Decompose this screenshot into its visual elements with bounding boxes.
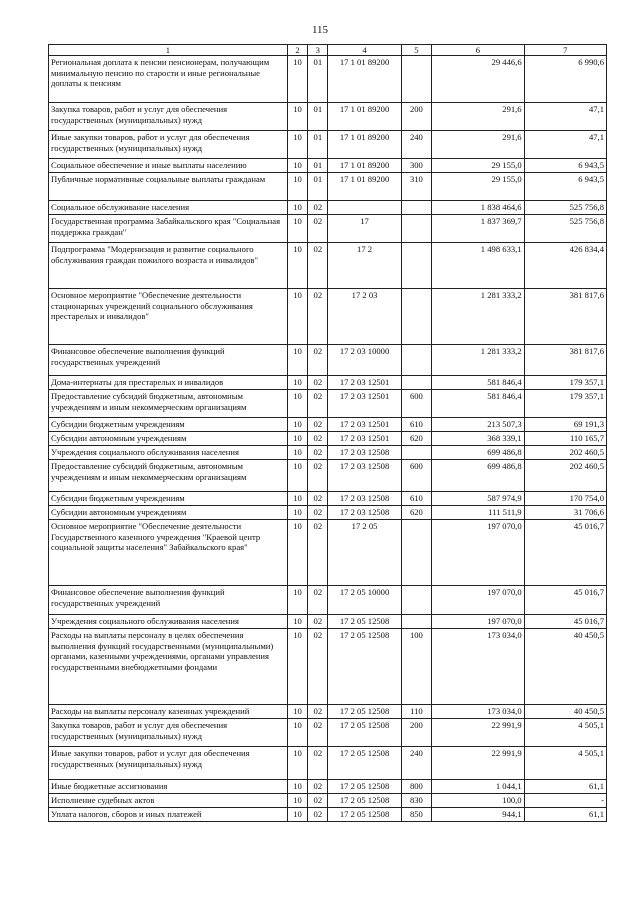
section-code-cell: 10 — [287, 794, 307, 808]
target-article-cell: 17 2 — [328, 243, 401, 289]
table-row — [49, 131, 607, 159]
subsection-code-cell: 02 — [308, 243, 328, 289]
amount-col6-cell: 699 486,8 — [432, 446, 524, 460]
amount-col6-cell: 29 155,0 — [432, 173, 524, 201]
table-row — [49, 808, 607, 822]
expense-type-cell — [401, 520, 431, 586]
expense-type-cell — [401, 376, 431, 390]
target-article-cell: 17 2 05 12508 — [328, 808, 401, 822]
amount-col6-cell: 197 070,0 — [432, 615, 524, 629]
row-name-cell: Исполнение судебных актов — [49, 794, 288, 808]
table-row — [49, 719, 607, 747]
table-row — [49, 747, 607, 780]
table-row — [49, 243, 607, 289]
subsection-code-cell: 02 — [308, 586, 328, 615]
section-code-cell: 10 — [287, 201, 307, 215]
section-code-cell: 10 — [287, 243, 307, 289]
expense-type-cell: 240 — [401, 131, 431, 159]
expense-type-cell — [401, 586, 431, 615]
amount-col6-cell: 581 846,4 — [432, 390, 524, 418]
amount-col7-cell: 45 016,7 — [524, 615, 606, 629]
row-name-cell: Социальное обеспечение и иные выплаты населению — [49, 159, 288, 173]
expense-type-cell: 610 — [401, 418, 431, 432]
row-name-cell: Предоставление субсидий бюджетным, автономным учреждениям и иным некоммерческим организациям — [49, 460, 288, 492]
amount-col7-cell: 202 460,5 — [524, 446, 606, 460]
row-name-cell: Предоставление субсидий бюджетным, автономным учреждениям и иным некоммерческим организациям — [49, 390, 288, 418]
row-name-cell: Субсидии автономным учреждениям — [49, 506, 288, 520]
amount-col6-cell: 291,6 — [432, 131, 524, 159]
amount-col6-cell: 213 507,3 — [432, 418, 524, 432]
expense-type-cell: 110 — [401, 705, 431, 719]
target-article-cell: 17 2 05 12508 — [328, 705, 401, 719]
expense-type-cell — [401, 243, 431, 289]
expense-type-cell — [401, 289, 431, 345]
table-row — [49, 159, 607, 173]
subsection-code-cell: 02 — [308, 289, 328, 345]
target-article-cell: 17 2 05 12508 — [328, 747, 401, 780]
section-code-cell: 10 — [287, 345, 307, 376]
amount-col7-cell: 179 357,1 — [524, 390, 606, 418]
table-row — [49, 418, 607, 432]
amount-col7-cell: 110 165,7 — [524, 432, 606, 446]
table-row — [49, 520, 607, 586]
subsection-code-cell: 01 — [308, 131, 328, 159]
section-code-cell: 10 — [287, 460, 307, 492]
table-row — [49, 173, 607, 201]
subsection-code-cell: 02 — [308, 345, 328, 376]
expense-type-cell: 600 — [401, 390, 431, 418]
expense-type-cell: 600 — [401, 460, 431, 492]
table-row — [49, 201, 607, 215]
target-article-cell: 17 2 03 12501 — [328, 432, 401, 446]
section-code-cell: 10 — [287, 432, 307, 446]
row-name-cell: Закупка товаров, работ и услуг для обеспечения государственных (муниципальных) нужд — [49, 103, 288, 131]
section-code-cell: 10 — [287, 615, 307, 629]
amount-col6-cell: 944,1 — [432, 808, 524, 822]
amount-col6-cell: 1 498 633,1 — [432, 243, 524, 289]
amount-col7-cell: 170 754,0 — [524, 492, 606, 506]
section-code-cell: 10 — [287, 446, 307, 460]
row-name-cell: Субсидии автономным учреждениям — [49, 432, 288, 446]
row-name-cell: Иные закупки товаров, работ и услуг для обеспечения государственных (муниципальных) нужд — [49, 131, 288, 159]
target-article-cell: 17 1 01 89200 — [328, 56, 401, 103]
expense-type-cell: 620 — [401, 432, 431, 446]
table-row — [49, 460, 607, 492]
row-name-cell: Региональная доплата к пенсии пенсионерам, получающим минимальную пенсию по старости и иные региональные доплаты к пенсиям — [49, 56, 288, 103]
target-article-cell — [328, 201, 401, 215]
amount-col6-cell: 22 991,9 — [432, 719, 524, 747]
row-name-cell: Учреждения социального обслуживания населения — [49, 615, 288, 629]
section-code-cell: 10 — [287, 289, 307, 345]
amount-col7-cell: 69 191,3 — [524, 418, 606, 432]
expense-type-cell: 850 — [401, 808, 431, 822]
column-header: 7 — [524, 45, 606, 56]
section-code-cell: 10 — [287, 173, 307, 201]
expense-type-cell — [401, 615, 431, 629]
row-name-cell: Основное мероприятие "Обеспечение деятельности стационарных учреждений социального обслуживания престарелых и инвалидов" — [49, 289, 288, 345]
column-header: 6 — [432, 45, 524, 56]
row-name-cell: Иные закупки товаров, работ и услуг для обеспечения государственных (муниципальных) нужд — [49, 747, 288, 780]
section-code-cell: 10 — [287, 629, 307, 705]
section-code-cell: 10 — [287, 520, 307, 586]
table-row — [49, 289, 607, 345]
expense-type-cell: 800 — [401, 780, 431, 794]
table-body — [49, 56, 607, 822]
amount-col6-cell: 1 281 333,2 — [432, 289, 524, 345]
subsection-code-cell: 02 — [308, 215, 328, 243]
table-row — [49, 794, 607, 808]
section-code-cell: 10 — [287, 808, 307, 822]
row-name-cell: Расходы на выплаты персоналу в целях обеспечения выполнения функций государственными (муниципальными) органами, казенными учреждениями, органами управления государственными внебюджетными фондами — [49, 629, 288, 705]
expense-type-cell: 100 — [401, 629, 431, 705]
section-code-cell: 10 — [287, 586, 307, 615]
target-article-cell: 17 2 05 12508 — [328, 794, 401, 808]
table-row — [49, 705, 607, 719]
table-row — [49, 446, 607, 460]
section-code-cell: 10 — [287, 159, 307, 173]
target-article-cell: 17 2 03 10000 — [328, 345, 401, 376]
amount-col7-cell: 6 943,5 — [524, 159, 606, 173]
subsection-code-cell: 02 — [308, 615, 328, 629]
expense-type-cell — [401, 201, 431, 215]
expense-type-cell: 620 — [401, 506, 431, 520]
table-row — [49, 586, 607, 615]
amount-col7-cell: 426 834,4 — [524, 243, 606, 289]
table-row — [49, 492, 607, 506]
subsection-code-cell: 02 — [308, 376, 328, 390]
subsection-code-cell: 02 — [308, 747, 328, 780]
expense-type-cell: 300 — [401, 159, 431, 173]
expense-type-cell: 240 — [401, 747, 431, 780]
target-article-cell: 17 2 03 12501 — [328, 390, 401, 418]
amount-col7-cell: 31 706,6 — [524, 506, 606, 520]
subsection-code-cell: 02 — [308, 506, 328, 520]
target-article-cell: 17 2 03 12501 — [328, 376, 401, 390]
amount-col7-cell: 45 016,7 — [524, 520, 606, 586]
target-article-cell: 17 2 05 12508 — [328, 629, 401, 705]
amount-col7-cell: 179 357,1 — [524, 376, 606, 390]
amount-col7-cell: 47,1 — [524, 131, 606, 159]
column-header: 4 — [328, 45, 401, 56]
expense-type-cell — [401, 345, 431, 376]
section-code-cell: 10 — [287, 215, 307, 243]
subsection-code-cell: 02 — [308, 794, 328, 808]
section-code-cell: 10 — [287, 705, 307, 719]
amount-col6-cell: 1 281 333,2 — [432, 345, 524, 376]
amount-col7-cell: - — [524, 794, 606, 808]
target-article-cell: 17 — [328, 215, 401, 243]
section-code-cell: 10 — [287, 103, 307, 131]
target-article-cell: 17 2 03 12501 — [328, 418, 401, 432]
subsection-code-cell: 02 — [308, 808, 328, 822]
row-name-cell: Социальное обслуживание населения — [49, 201, 288, 215]
amount-col6-cell: 699 486,8 — [432, 460, 524, 492]
subsection-code-cell: 02 — [308, 705, 328, 719]
target-article-cell: 17 2 05 12508 — [328, 719, 401, 747]
row-name-cell: Субсидии бюджетным учреждениям — [49, 418, 288, 432]
column-header: 3 — [308, 45, 328, 56]
row-name-cell: Расходы на выплаты персоналу казенных учреждений — [49, 705, 288, 719]
table-row — [49, 376, 607, 390]
expense-type-cell: 200 — [401, 719, 431, 747]
row-name-cell: Дома-интернаты для престарелых и инвалидов — [49, 376, 288, 390]
row-name-cell: Уплата налогов, сборов и иных платежей — [49, 808, 288, 822]
row-name-cell: Финансовое обеспечение выполнения функций государственных учреждений — [49, 345, 288, 376]
amount-col6-cell: 22 991,9 — [432, 747, 524, 780]
subsection-code-cell: 02 — [308, 201, 328, 215]
column-header: 5 — [401, 45, 431, 56]
table-row — [49, 615, 607, 629]
section-code-cell: 10 — [287, 131, 307, 159]
amount-col6-cell: 1 044,1 — [432, 780, 524, 794]
subsection-code-cell: 02 — [308, 432, 328, 446]
amount-col7-cell: 4 505,1 — [524, 719, 606, 747]
section-code-cell: 10 — [287, 780, 307, 794]
section-code-cell: 10 — [287, 506, 307, 520]
budget-table — [48, 44, 607, 822]
expense-type-cell — [401, 215, 431, 243]
column-header: 2 — [287, 45, 307, 56]
section-code-cell: 10 — [287, 719, 307, 747]
target-article-cell: 17 2 05 12508 — [328, 780, 401, 794]
subsection-code-cell: 02 — [308, 390, 328, 418]
target-article-cell: 17 2 03 12508 — [328, 446, 401, 460]
amount-col6-cell: 173 034,0 — [432, 705, 524, 719]
row-name-cell: Иные бюджетные ассигнования — [49, 780, 288, 794]
column-header: 1 — [49, 45, 288, 56]
table-row — [49, 780, 607, 794]
subsection-code-cell: 01 — [308, 173, 328, 201]
expense-type-cell: 200 — [401, 103, 431, 131]
row-name-cell: Учреждения социального обслуживания населения — [49, 446, 288, 460]
expense-type-cell: 610 — [401, 492, 431, 506]
subsection-code-cell: 02 — [308, 629, 328, 705]
table-row — [49, 345, 607, 376]
subsection-code-cell: 01 — [308, 103, 328, 131]
amount-col6-cell: 1 837 369,7 — [432, 215, 524, 243]
amount-col6-cell: 291,6 — [432, 103, 524, 131]
target-article-cell: 17 1 01 89200 — [328, 159, 401, 173]
section-code-cell: 10 — [287, 418, 307, 432]
row-name-cell: Финансовое обеспечение выполнения функций государственных учреждений — [49, 586, 288, 615]
expense-type-cell — [401, 56, 431, 103]
amount-col7-cell: 525 756,8 — [524, 201, 606, 215]
target-article-cell: 17 2 05 — [328, 520, 401, 586]
subsection-code-cell: 01 — [308, 56, 328, 103]
table-row — [49, 390, 607, 418]
subsection-code-cell: 02 — [308, 492, 328, 506]
section-code-cell: 10 — [287, 390, 307, 418]
row-name-cell: Закупка товаров, работ и услуг для обеспечения государственных (муниципальных) нужд — [49, 719, 288, 747]
section-code-cell: 10 — [287, 492, 307, 506]
section-code-cell: 10 — [287, 376, 307, 390]
table-row — [49, 432, 607, 446]
amount-col7-cell: 4 505,1 — [524, 747, 606, 780]
table-row — [49, 629, 607, 705]
subsection-code-cell: 02 — [308, 446, 328, 460]
row-name-cell: Субсидии бюджетным учреждениям — [49, 492, 288, 506]
target-article-cell: 17 1 01 89200 — [328, 173, 401, 201]
target-article-cell: 17 2 03 12508 — [328, 492, 401, 506]
expense-type-cell: 830 — [401, 794, 431, 808]
target-article-cell: 17 2 03 12508 — [328, 506, 401, 520]
subsection-code-cell: 02 — [308, 719, 328, 747]
row-name-cell: Публичные нормативные социальные выплаты гражданам — [49, 173, 288, 201]
amount-col7-cell: 6 943,5 — [524, 173, 606, 201]
target-article-cell: 17 2 05 10000 — [328, 586, 401, 615]
amount-col7-cell: 6 990,6 — [524, 56, 606, 103]
section-code-cell: 10 — [287, 747, 307, 780]
table-header-row — [49, 45, 607, 56]
amount-col7-cell: 381 817,6 — [524, 345, 606, 376]
subsection-code-cell: 02 — [308, 460, 328, 492]
amount-col6-cell: 1 838 464,6 — [432, 201, 524, 215]
expense-type-cell — [401, 446, 431, 460]
amount-col6-cell: 29 155,0 — [432, 159, 524, 173]
amount-col6-cell: 368 339,1 — [432, 432, 524, 446]
amount-col7-cell: 61,1 — [524, 780, 606, 794]
table-row — [49, 215, 607, 243]
subsection-code-cell: 01 — [308, 159, 328, 173]
subsection-code-cell: 02 — [308, 520, 328, 586]
amount-col6-cell: 587 974,9 — [432, 492, 524, 506]
amount-col6-cell: 173 034,0 — [432, 629, 524, 705]
amount-col6-cell: 197 070,0 — [432, 586, 524, 615]
amount-col7-cell: 47,1 — [524, 103, 606, 131]
table-row — [49, 103, 607, 131]
amount-col7-cell: 202 460,5 — [524, 460, 606, 492]
row-name-cell: Государственная программа Забайкальского края "Социальная поддержка граждан" — [49, 215, 288, 243]
amount-col7-cell: 40 450,5 — [524, 705, 606, 719]
amount-col6-cell: 111 511,9 — [432, 506, 524, 520]
amount-col6-cell: 29 446,6 — [432, 56, 524, 103]
amount-col6-cell: 197 070,0 — [432, 520, 524, 586]
amount-col7-cell: 381 817,6 — [524, 289, 606, 345]
amount-col7-cell: 40 450,5 — [524, 629, 606, 705]
amount-col6-cell: 581 846,4 — [432, 376, 524, 390]
target-article-cell: 17 2 03 12508 — [328, 460, 401, 492]
target-article-cell: 17 1 01 89200 — [328, 131, 401, 159]
amount-col7-cell: 61,1 — [524, 808, 606, 822]
row-name-cell: Основное мероприятие "Обеспечение деятельности Государственного казенного учреждения "Краевой центр социальной защиты населения" Забайкальского края" — [49, 520, 288, 586]
subsection-code-cell: 02 — [308, 780, 328, 794]
amount-col7-cell: 525 756,8 — [524, 215, 606, 243]
page-number: 115 — [311, 24, 329, 36]
subsection-code-cell: 02 — [308, 418, 328, 432]
expense-type-cell: 310 — [401, 173, 431, 201]
table-row — [49, 56, 607, 103]
amount-col7-cell: 45 016,7 — [524, 586, 606, 615]
row-name-cell: Подпрограмма "Модернизация и развитие социального обслуживания граждан пожилого возраста и инвалидов" — [49, 243, 288, 289]
section-code-cell: 10 — [287, 56, 307, 103]
amount-col6-cell: 100,0 — [432, 794, 524, 808]
table-row — [49, 506, 607, 520]
target-article-cell: 17 1 01 89200 — [328, 103, 401, 131]
target-article-cell: 17 2 03 — [328, 289, 401, 345]
target-article-cell: 17 2 05 12508 — [328, 615, 401, 629]
